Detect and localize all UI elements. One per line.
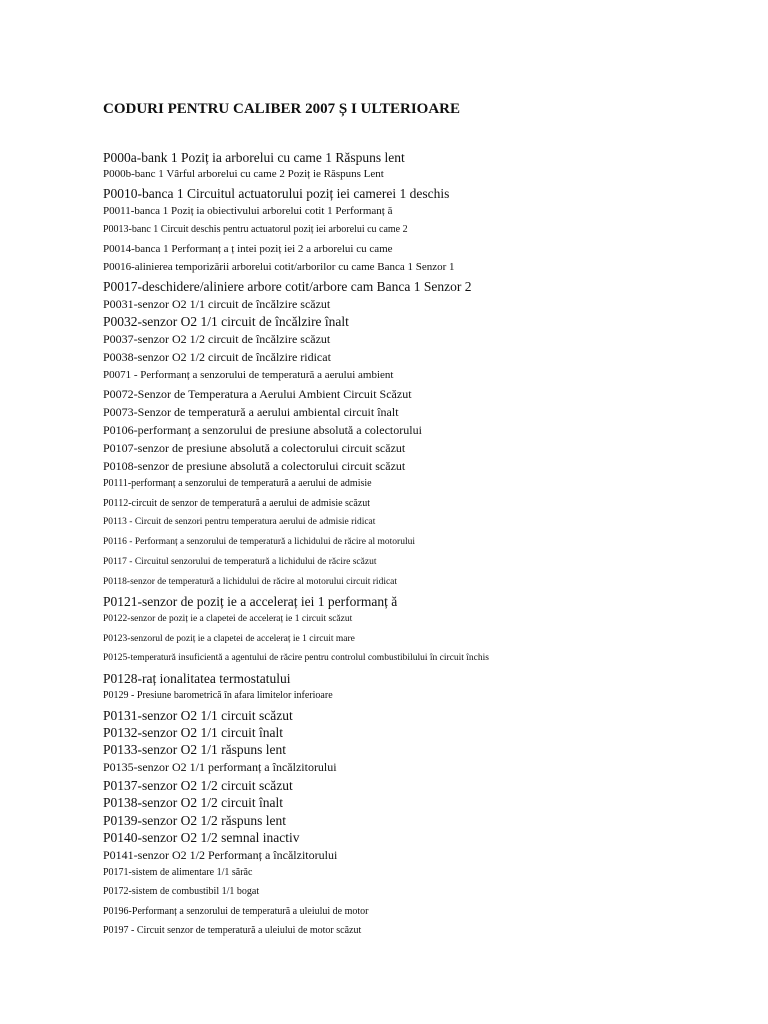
code-line: P0123-senzorul de poziț ie a clapetei de acceleraț ie 1 circuit mare bbox=[103, 633, 355, 644]
code-line: P0111-performanț a senzorului de temperatură a aerului de admisie bbox=[103, 478, 372, 490]
code-line: P0112-circuit de senzor de temperatură a aerului de admisie scăzut bbox=[103, 497, 371, 509]
code-line: P0073-Senzor de temperatură a aerului ambiental circuit înalt bbox=[103, 404, 399, 419]
code-line: P0137-senzor O2 1/2 circuit scăzut bbox=[103, 777, 293, 793]
code-line: P0072-Senzor de Temperatura a Aerului Ambient Circuit Scăzut bbox=[103, 386, 412, 401]
code-line: P0117 - Circuitul senzorului de temperatură a lichidului de răcire scăzut bbox=[103, 556, 377, 567]
code-line: P0132-senzor O2 1/1 circuit înalt bbox=[103, 724, 283, 740]
code-line: P0133-senzor O2 1/1 răspuns lent bbox=[103, 742, 286, 758]
code-line: P0118-senzor de temperatură a lichidului de răcire al motorului circuit ridicat bbox=[103, 576, 398, 587]
code-line: P0010-banca 1 Circuitul actuatorului poziț iei camerei 1 deschis bbox=[103, 185, 450, 201]
code-line: P0131-senzor O2 1/1 circuit scăzut bbox=[103, 707, 293, 723]
code-line: P0197 - Circuit senzor de temperatură a uleiului de motor scăzut bbox=[103, 925, 362, 937]
code-line: P0017-deschidere/aliniere arbore cotit/arbore cam Banca 1 Senzor 2 bbox=[103, 278, 472, 294]
code-line: P000a-bank 1 Poziț ia arborelui cu came 1 Răspuns lent bbox=[103, 149, 405, 165]
code-line: P0129 - Presiune barometrică în afara limitelor inferioare bbox=[103, 690, 333, 702]
code-line: P0140-senzor O2 1/2 semnal inactiv bbox=[103, 829, 300, 845]
code-line: P0135-senzor O2 1/1 performanț a încălzitorului bbox=[103, 760, 337, 775]
code-line: P0196-Performanț a senzorului de temperatură a uleiului de motor bbox=[103, 905, 369, 917]
code-line: P0013-banc 1 Circuit deschis pentru actuatorul poziț iei arborelui cu came 2 bbox=[103, 223, 408, 235]
code-line: P0038-senzor O2 1/2 circuit de încălzire ridicat bbox=[103, 350, 331, 365]
code-line: P0138-senzor O2 1/2 circuit înalt bbox=[103, 795, 283, 811]
code-line: P0031-senzor O2 1/1 circuit de încălzire scăzut bbox=[103, 296, 331, 311]
code-line: P0037-senzor O2 1/2 circuit de încălzire scăzut bbox=[103, 332, 331, 347]
code-line: P0139-senzor O2 1/2 răspuns lent bbox=[103, 812, 286, 828]
code-list bbox=[103, 150, 489, 943]
code-line: P000b-banc 1 Vârful arborelui cu came 2 Poziț ie Răspuns Lent bbox=[103, 168, 384, 181]
code-line: P0071 - Performanț a senzorului de temperatură a aerului ambient bbox=[103, 369, 394, 381]
code-line: P0171-sistem de alimentare 1/1 sărăc bbox=[103, 867, 253, 879]
code-line: P0107-senzor de presiune absolută a colectorului circuit scăzut bbox=[103, 440, 406, 455]
code-line: P0032-senzor O2 1/1 circuit de încălzire înalt bbox=[103, 314, 349, 330]
code-line: P0016-alinierea temporizării arborelui cotit/arborilor cu came Banca 1 Senzor 1 bbox=[103, 261, 455, 274]
code-line: P0128-raț ionalitatea termostatului bbox=[103, 670, 291, 686]
code-line: P0106-performanț a senzorului de presiune absolută a colectorului bbox=[103, 422, 422, 437]
code-line: P0141-senzor O2 1/2 Performanț a încălzitorului bbox=[103, 847, 338, 862]
code-line: P0108-senzor de presiune absolută a colectorului circuit scăzut bbox=[103, 458, 406, 473]
code-line: P0121-senzor de poziț ie a acceleraț iei 1 performanț ă bbox=[103, 594, 398, 610]
code-line: P0125-temperatură insuficientă a agentului de răcire pentru controlul combustibilului în circuit închis bbox=[103, 653, 489, 664]
code-line: P0116 - Performanț a senzorului de temperatură a lichidului de răcire al motorului bbox=[103, 537, 415, 548]
code-line: P0172-sistem de combustibil 1/1 bogat bbox=[103, 886, 260, 898]
code-line: P0122-senzor de poziț ie a clapetei de acceleraț ie 1 circuit scăzut bbox=[103, 613, 353, 624]
code-line: P0011-banca 1 Poziț ia obiectivului arborelui cotit 1 Performanț ă bbox=[103, 204, 393, 217]
code-line: P0014-banca 1 Performanț a ț intei poziț iei 2 a arborelui cu came bbox=[103, 242, 393, 255]
document-title: CODURI PENTRU CALIBER 2007 Ș I ULTERIOARE bbox=[103, 101, 461, 117]
code-line: P0113 - Circuit de senzori pentru temperatura aerului de admisie ridicat bbox=[103, 517, 376, 528]
